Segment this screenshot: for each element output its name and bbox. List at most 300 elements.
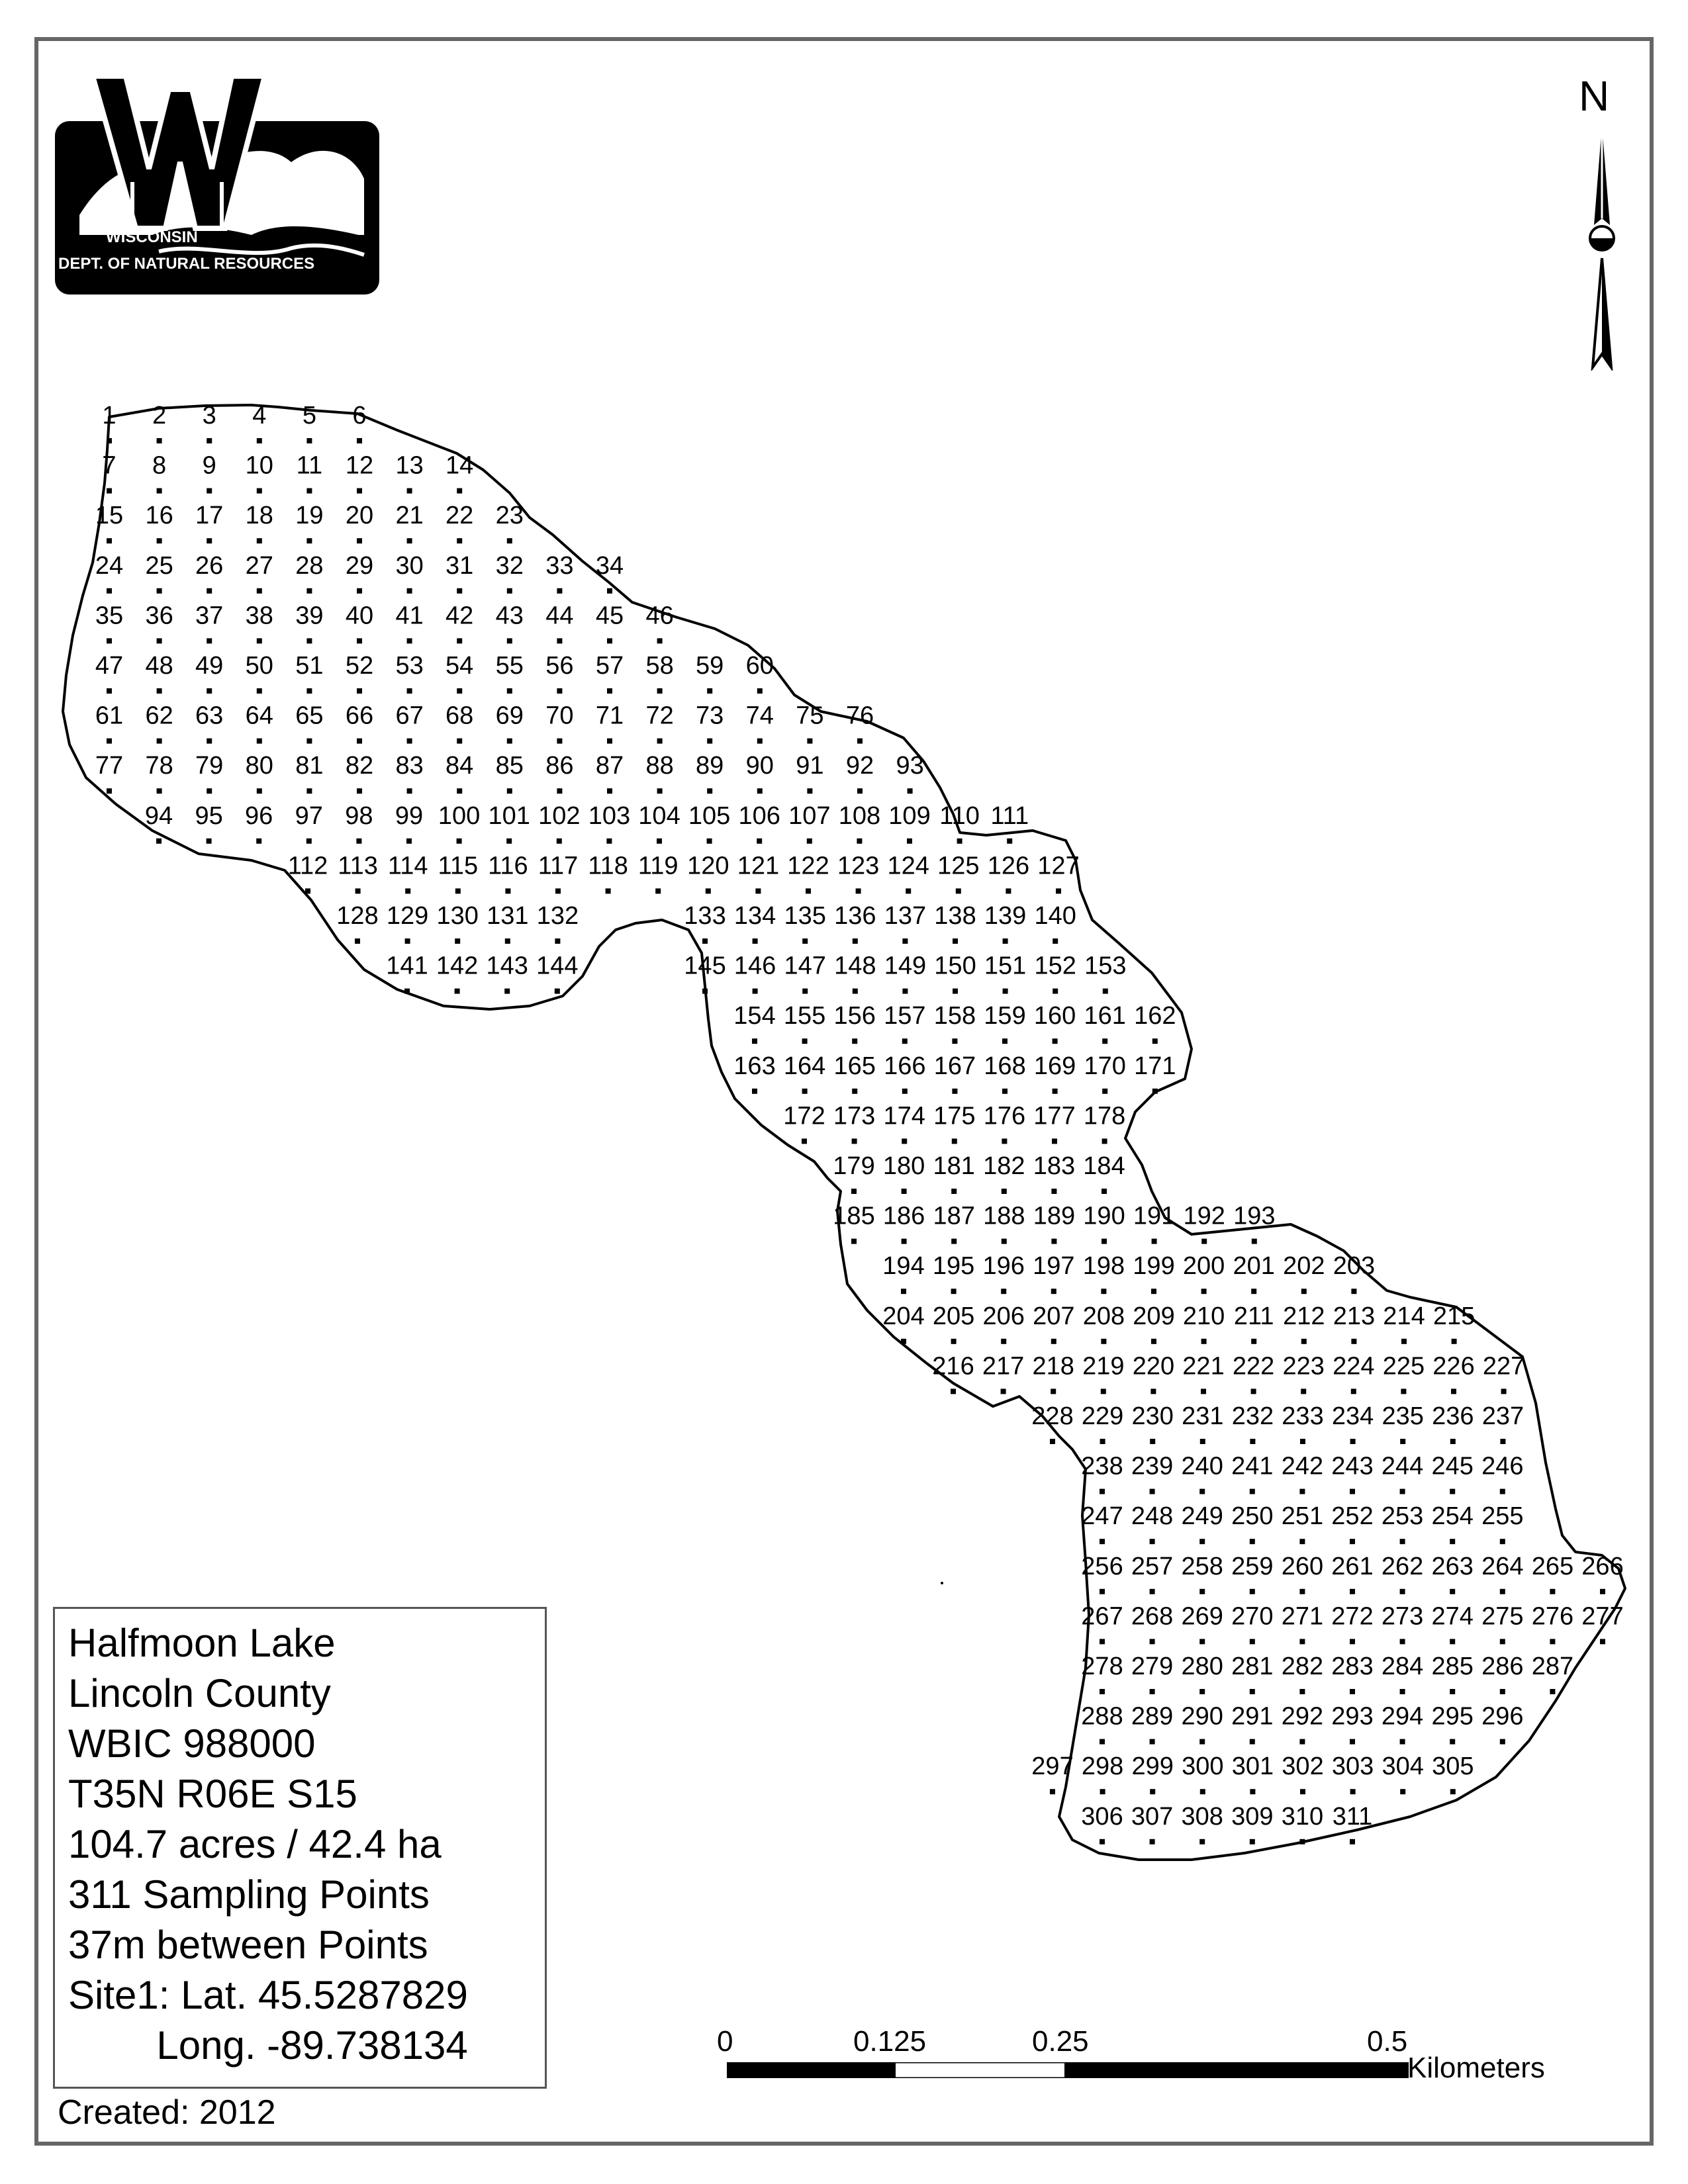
- sampling-point-dot: [1056, 888, 1061, 893]
- sampling-point-dot: [1003, 938, 1008, 944]
- sampling-point-label: 109: [888, 801, 931, 830]
- sampling-point-dot: [1500, 1639, 1505, 1644]
- sampling-point-label: 104: [638, 801, 680, 830]
- sampling-point-label: 237: [1481, 1402, 1524, 1430]
- sampling-point-dot: [1050, 1439, 1055, 1444]
- site1-longitude: Long. -89.738134: [68, 2023, 468, 2068]
- sampling-point-label: 98: [345, 801, 373, 830]
- sampling-point-dot: [1201, 1339, 1207, 1344]
- sampling-point-dot: [457, 739, 462, 744]
- sampling-point-dot: [1450, 1739, 1455, 1745]
- sampling-point-label: 280: [1181, 1653, 1223, 1680]
- sampling-point-label: 87: [595, 752, 624, 780]
- sampling-point-label: 94: [144, 801, 173, 830]
- county: Lincoln County: [68, 1671, 331, 1715]
- sampling-point-dot: [902, 1038, 908, 1044]
- sampling-point-label: 46: [645, 602, 674, 630]
- sampling-point-label: 217: [982, 1352, 1025, 1381]
- sampling-point-label: 47: [95, 652, 124, 680]
- sampling-point-dot: [806, 888, 811, 893]
- scale-label-0125: 0.125: [853, 2025, 927, 2058]
- sampling-point-dot: [757, 788, 763, 794]
- sampling-point-label: 70: [545, 702, 574, 730]
- sampling-point-label: 132: [536, 902, 579, 930]
- sampling-point-label: 29: [345, 551, 374, 580]
- sampling-point-dot: [257, 538, 262, 543]
- sampling-point-label: 295: [1431, 1702, 1474, 1731]
- sampling-point-dot: [951, 1239, 957, 1244]
- sampling-point-dot: [507, 688, 512, 694]
- sampling-point-label: 44: [545, 602, 574, 630]
- sampling-point-dot: [957, 839, 962, 844]
- sampling-point-label: 193: [1233, 1202, 1276, 1230]
- sampling-point-dot: [1199, 1739, 1205, 1745]
- sampling-point-dot: [1299, 1689, 1305, 1694]
- sampling-point-label: 64: [245, 702, 273, 730]
- sampling-point-label: 145: [684, 952, 726, 980]
- sampling-point-dot: [256, 839, 261, 844]
- sampling-point-label: 97: [295, 801, 323, 830]
- sampling-point-label: 54: [445, 652, 474, 680]
- sampling-point-label: 41: [395, 602, 424, 630]
- sampling-point-dot: [207, 438, 212, 443]
- sampling-point-dot: [1550, 1689, 1555, 1694]
- sampling-point-dot: [707, 839, 712, 844]
- sampling-point-dot: [1301, 1388, 1306, 1394]
- sampling-point-label: 12: [345, 451, 374, 480]
- sampling-point-dot: [1500, 1439, 1505, 1444]
- sampling-point-dot: [407, 739, 412, 744]
- sampling-point-label: 311: [1332, 1802, 1373, 1831]
- sampling-point-label: 88: [645, 752, 674, 780]
- sampling-point-label: 118: [588, 852, 628, 880]
- sampling-point-label: 121: [737, 852, 780, 880]
- sampling-point-label: 79: [195, 752, 224, 780]
- sampling-point-label: 130: [436, 902, 479, 930]
- sampling-point-dot: [1100, 1789, 1105, 1794]
- sampling-point-label: 157: [884, 1002, 926, 1030]
- sampling-point-dot: [257, 688, 262, 694]
- sampling-point-label: 164: [783, 1052, 826, 1080]
- sampling-point-dot: [1100, 1589, 1105, 1594]
- sampling-point-label: 37: [195, 602, 224, 630]
- sampling-point-label: 56: [545, 652, 574, 680]
- sampling-point-label: 260: [1281, 1552, 1324, 1580]
- sampling-point-label: 205: [932, 1302, 975, 1330]
- scale-bar: [715, 2025, 1575, 2105]
- sampling-point-label: 126: [987, 852, 1030, 880]
- sampling-point-label: 299: [1131, 1752, 1174, 1781]
- sampling-point-label: 128: [336, 902, 379, 930]
- sampling-point-dot: [404, 989, 410, 994]
- sampling-point-label: 75: [796, 702, 824, 730]
- scale-bar-graphic: [727, 2062, 1409, 2078]
- sampling-point-dot: [1300, 1789, 1305, 1794]
- sampling-point-label: 211: [1233, 1302, 1274, 1330]
- sampling-point-dot: [607, 588, 612, 594]
- sampling-point-dot: [757, 839, 762, 844]
- sampling-point-dot: [657, 839, 662, 844]
- sampling-point-dot: [1101, 1289, 1106, 1294]
- sampling-point-dot: [405, 888, 410, 893]
- sampling-point-dot: [455, 888, 461, 893]
- sampling-point-label: 285: [1431, 1653, 1474, 1680]
- sampling-point-dot: [1350, 1839, 1355, 1844]
- sampling-point-dot: [1053, 1038, 1058, 1044]
- sampling-point-label: 52: [345, 652, 374, 680]
- sampling-point-dot: [1301, 1289, 1307, 1294]
- sampling-point-label: 120: [687, 852, 729, 880]
- sampling-point-label: 272: [1331, 1602, 1374, 1631]
- sampling-point-dot: [1150, 1589, 1155, 1594]
- sampling-point-label: 245: [1431, 1452, 1474, 1480]
- stray-dot: [941, 1582, 943, 1584]
- sampling-point-label: 39: [295, 602, 324, 630]
- sampling-point-label: 275: [1481, 1602, 1524, 1631]
- sampling-point-label: 181: [933, 1152, 975, 1180]
- sampling-point-dot: [1002, 1089, 1008, 1094]
- sampling-point-dot: [1053, 989, 1058, 994]
- sampling-point-dot: [1199, 1689, 1205, 1694]
- sampling-point-dot: [1250, 1439, 1255, 1444]
- sampling-point-label: 297: [1031, 1752, 1074, 1781]
- sampling-point-dot: [1350, 1439, 1356, 1444]
- sampling-point-label: 91: [796, 752, 824, 780]
- sampling-point-dot: [707, 739, 712, 744]
- sampling-point-label: 207: [1033, 1302, 1075, 1330]
- sampling-point-label: 108: [838, 801, 881, 830]
- sampling-point-dot: [856, 888, 861, 893]
- sampling-point-dot: [157, 538, 162, 543]
- sampling-point-label: 22: [445, 502, 474, 530]
- sampling-point-dot: [1152, 1038, 1158, 1044]
- sampling-point-dot: [306, 638, 312, 643]
- sampling-point-dot: [657, 788, 663, 794]
- sampling-point-dot: [1401, 1388, 1406, 1394]
- sampling-point-dot: [1450, 1789, 1456, 1794]
- sampling-point-label: 216: [932, 1352, 974, 1381]
- sampling-point-label: 1: [102, 402, 117, 430]
- sampling-point-label: 176: [983, 1102, 1026, 1130]
- sampling-point-label: 182: [983, 1152, 1025, 1180]
- sampling-point-dot: [1351, 1289, 1356, 1294]
- sampling-point-dot: [606, 839, 612, 844]
- sampling-point-dot: [306, 588, 312, 594]
- sampling-point-dot: [1150, 1439, 1155, 1444]
- sampling-point-label: 84: [445, 752, 474, 780]
- sampling-point-dot: [753, 938, 758, 944]
- sampling-point-label: 173: [833, 1102, 876, 1130]
- sampling-point-label: 264: [1481, 1552, 1524, 1580]
- sampling-point-dot: [507, 538, 512, 543]
- sampling-point-label: 165: [833, 1052, 876, 1080]
- sampling-point-label: 63: [195, 702, 224, 730]
- sampling-point-label: 219: [1082, 1352, 1125, 1381]
- sampling-point-label: 107: [788, 801, 831, 830]
- sampling-point-label: 127: [1037, 852, 1080, 880]
- sampling-point-dot: [407, 688, 412, 694]
- sampling-point-label: 262: [1381, 1552, 1424, 1580]
- sampling-point-label: 150: [934, 952, 976, 980]
- sampling-point-label: 80: [245, 752, 273, 780]
- sampling-point-dot: [457, 839, 462, 844]
- sampling-point-dot: [157, 588, 162, 594]
- sampling-point-dot: [902, 1138, 907, 1144]
- sampling-point-label: 294: [1381, 1702, 1424, 1731]
- sampling-point-dot: [851, 1239, 857, 1244]
- sampling-point-label: 227: [1482, 1352, 1525, 1381]
- sampling-point-dot: [851, 1189, 857, 1194]
- sampling-point-dot: [607, 688, 612, 694]
- sampling-point-dot: [951, 1289, 957, 1294]
- sampling-point-dot: [1500, 1539, 1505, 1544]
- sampling-point-label: 243: [1331, 1452, 1374, 1480]
- sampling-point-label: 96: [245, 801, 273, 830]
- sampling-point-dot: [306, 739, 312, 744]
- sampling-point-dot: [1002, 1189, 1007, 1194]
- sampling-point-dot: [357, 438, 362, 443]
- sampling-point-dot: [1600, 1639, 1605, 1644]
- sampling-point-dot: [257, 739, 262, 744]
- sampling-point-dot: [1299, 1839, 1305, 1844]
- sampling-point-label: 140: [1034, 902, 1076, 930]
- sampling-point-label: 33: [545, 551, 574, 580]
- sampling-point-label: 119: [637, 852, 679, 880]
- sampling-point-label: 241: [1231, 1452, 1274, 1480]
- sampling-point-dot: [1151, 1289, 1156, 1294]
- sampling-point-label: 21: [395, 502, 424, 530]
- sampling-point-dot: [1401, 1339, 1407, 1344]
- sampling-point-dot: [1150, 1388, 1156, 1394]
- sampling-point-dot: [752, 1038, 757, 1044]
- sampling-point-label: 144: [536, 952, 579, 980]
- sampling-point-label: 167: [933, 1052, 976, 1080]
- sampling-point-dot: [557, 839, 562, 844]
- sampling-point-label: 134: [733, 902, 776, 930]
- sampling-point-label: 112: [287, 852, 328, 880]
- sampling-point-label: 93: [896, 752, 924, 780]
- sampling-point-label: 230: [1131, 1402, 1174, 1430]
- sampling-point-dot: [557, 688, 562, 694]
- sampling-point-dot: [902, 938, 908, 944]
- sampling-point-label: 13: [395, 451, 424, 480]
- sampling-point-label: 69: [495, 702, 524, 730]
- sampling-point-label: 83: [395, 752, 424, 780]
- sampling-point-dot: [407, 788, 412, 794]
- sampling-point-label: 210: [1182, 1302, 1225, 1330]
- sampling-point-label: 100: [438, 801, 481, 830]
- sampling-point-label: 301: [1231, 1752, 1274, 1781]
- logo-text-wisconsin: WISCONSIN: [106, 228, 198, 246]
- sampling-point-dot: [607, 739, 612, 744]
- sampling-point-dot: [1350, 1489, 1355, 1494]
- sampling-point-label: 111: [990, 801, 1029, 830]
- created-date: Created: 2012: [58, 2093, 276, 2132]
- sampling-point-dot: [207, 488, 212, 494]
- sampling-point-dot: [901, 1339, 906, 1344]
- sampling-point-label: 124: [887, 852, 929, 880]
- sampling-point-label: 51: [295, 652, 324, 680]
- sampling-point-dot: [1400, 1489, 1405, 1494]
- sampling-point-label: 215: [1432, 1302, 1476, 1330]
- sampling-point-label: 208: [1082, 1302, 1125, 1330]
- sampling-point-dot: [557, 788, 562, 794]
- township: T35N R06E S15: [68, 1772, 357, 1816]
- sampling-point-label: 183: [1033, 1152, 1076, 1180]
- sampling-point-dot: [852, 1038, 857, 1044]
- sampling-point-dot: [1200, 1789, 1205, 1794]
- sampling-point-dot: [557, 588, 562, 594]
- sampling-point-label: 8: [152, 451, 167, 480]
- sampling-point-dot: [1299, 1639, 1305, 1644]
- sampling-point-dot: [902, 1189, 907, 1194]
- sampling-point-label: 103: [588, 801, 631, 830]
- sampling-point-dot: [1400, 1789, 1405, 1794]
- sampling-point-dot: [1400, 1639, 1405, 1644]
- sampling-point-dot: [1152, 1089, 1158, 1094]
- sampling-point-label: 156: [833, 1002, 876, 1030]
- sampling-point-label: 261: [1331, 1552, 1374, 1580]
- sampling-point-label: 125: [937, 852, 980, 880]
- sampling-point-label: 284: [1381, 1653, 1424, 1680]
- sampling-point-dot: [1102, 1138, 1107, 1144]
- sampling-point-label: 249: [1181, 1502, 1223, 1531]
- sampling-point-dot: [506, 839, 512, 844]
- sampling-point-label: 306: [1081, 1802, 1123, 1831]
- sampling-point-label: 65: [295, 702, 324, 730]
- sampling-point-label: 35: [95, 602, 124, 630]
- sampling-point-label: 196: [982, 1252, 1025, 1281]
- sampling-point-label: 38: [245, 602, 273, 630]
- sampling-point-label: 137: [884, 902, 927, 930]
- sampling-point-dot: [901, 1289, 906, 1294]
- sampling-point-label: 102: [538, 801, 581, 830]
- scale-label-0: 0: [717, 2025, 733, 2058]
- sampling-point-label: 16: [145, 502, 173, 530]
- sampling-point-dot: [555, 938, 560, 944]
- logo-text-dnr: DEPT. OF NATURAL RESOURCES: [58, 255, 315, 273]
- sampling-point-dot: [907, 839, 912, 844]
- sampling-point-label: 76: [845, 702, 874, 730]
- sampling-point-dot: [1001, 1289, 1006, 1294]
- point-spacing: 37m between Points: [68, 1923, 428, 1967]
- sampling-point-label: 259: [1231, 1552, 1274, 1580]
- sampling-point-dot: [455, 989, 460, 994]
- sampling-point-label: 300: [1182, 1752, 1224, 1781]
- sampling-point-label: 20: [345, 502, 374, 530]
- sampling-point-dot: [1250, 1789, 1255, 1794]
- sampling-point-label: 81: [295, 752, 324, 780]
- sampling-point-label: 291: [1231, 1702, 1274, 1731]
- sampling-point-dot: [802, 1138, 807, 1144]
- north-label: N: [1579, 72, 1610, 120]
- sampling-point-label: 225: [1382, 1352, 1425, 1381]
- sampling-point-label: 27: [245, 551, 273, 580]
- sampling-point-label: 147: [784, 952, 826, 980]
- sampling-point-label: 7: [102, 451, 117, 480]
- sampling-point-dot: [557, 638, 562, 643]
- sampling-point-label: 304: [1382, 1752, 1424, 1781]
- sampling-point-label: 61: [95, 702, 124, 730]
- sampling-point-label: 283: [1331, 1653, 1374, 1680]
- sampling-point-dot: [505, 888, 510, 893]
- sampling-point-label: 290: [1181, 1702, 1223, 1731]
- sampling-point-dot: [1299, 1489, 1305, 1494]
- sampling-point-label: 85: [495, 752, 524, 780]
- sampling-point-label: 186: [882, 1202, 925, 1230]
- sampling-point-label: 278: [1081, 1653, 1123, 1680]
- sampling-point-dot: [857, 739, 863, 744]
- sampling-point-label: 214: [1383, 1302, 1425, 1330]
- sampling-point-label: 190: [1083, 1202, 1125, 1230]
- sampling-point-label: 273: [1381, 1602, 1424, 1631]
- sampling-point-dot: [1100, 1689, 1105, 1694]
- sampling-point-label: 213: [1333, 1302, 1376, 1330]
- sampling-point-label: 256: [1081, 1552, 1123, 1580]
- sampling-point-dot: [1450, 1539, 1455, 1544]
- sampling-point-label: 168: [984, 1052, 1026, 1080]
- sampling-point-dot: [1051, 1339, 1056, 1344]
- sampling-point-dot: [1301, 1339, 1307, 1344]
- sampling-point-dot: [857, 839, 862, 844]
- sampling-point-dot: [1450, 1689, 1455, 1694]
- sampling-point-dot: [951, 1189, 957, 1194]
- sampling-point-dot: [1201, 1388, 1206, 1394]
- sampling-point-dot: [755, 888, 761, 893]
- sampling-point-dot: [357, 488, 362, 494]
- sampling-point-label: 135: [784, 902, 826, 930]
- sampling-point-label: 292: [1281, 1702, 1324, 1731]
- sampling-point-dot: [457, 688, 462, 694]
- sampling-point-label: 258: [1181, 1552, 1223, 1580]
- sampling-point-label: 195: [932, 1252, 975, 1281]
- scale-unit: Kilometers: [1407, 2052, 1545, 2084]
- sampling-point-dot: [1251, 1388, 1256, 1394]
- sampling-point-label: 143: [486, 952, 528, 980]
- sampling-point-dot: [1001, 1388, 1006, 1394]
- sampling-point-label: 49: [195, 652, 224, 680]
- sampling-point-label: 246: [1481, 1452, 1524, 1480]
- sampling-point-dot: [1199, 1489, 1205, 1494]
- sampling-point-dot: [555, 989, 560, 994]
- sampling-point-dot: [1051, 1189, 1056, 1194]
- sampling-point-label: 279: [1131, 1653, 1174, 1680]
- sampling-point-dot: [457, 538, 462, 543]
- sampling-point-label: 236: [1432, 1402, 1474, 1430]
- sampling-point-dot: [455, 938, 460, 944]
- sampling-point-dot: [1501, 1388, 1507, 1394]
- sampling-point-label: 202: [1283, 1252, 1325, 1281]
- sampling-point-label: 149: [884, 952, 927, 980]
- sampling-point-dot: [157, 688, 162, 694]
- sampling-point-dot: [1100, 1489, 1105, 1494]
- sampling-point-dot: [357, 538, 362, 543]
- sampling-point-label: 73: [696, 702, 724, 730]
- sampling-point-dot: [853, 938, 858, 944]
- sampling-point-dot: [407, 638, 412, 643]
- sampling-point-label: 266: [1581, 1552, 1624, 1580]
- sampling-point-dot: [1600, 1589, 1605, 1594]
- sampling-point-label: 286: [1481, 1653, 1524, 1680]
- sampling-point-dot: [107, 488, 112, 494]
- sampling-point-label: 57: [595, 652, 624, 680]
- sampling-point-label: 274: [1431, 1602, 1474, 1631]
- site1-latitude: Site1: Lat. 45.5287829: [68, 1973, 468, 2017]
- sampling-point-dot: [1150, 1739, 1155, 1745]
- sampling-point-label: 203: [1333, 1252, 1376, 1281]
- sampling-point-label: 235: [1382, 1402, 1424, 1430]
- sampling-point-dot: [1451, 1388, 1456, 1394]
